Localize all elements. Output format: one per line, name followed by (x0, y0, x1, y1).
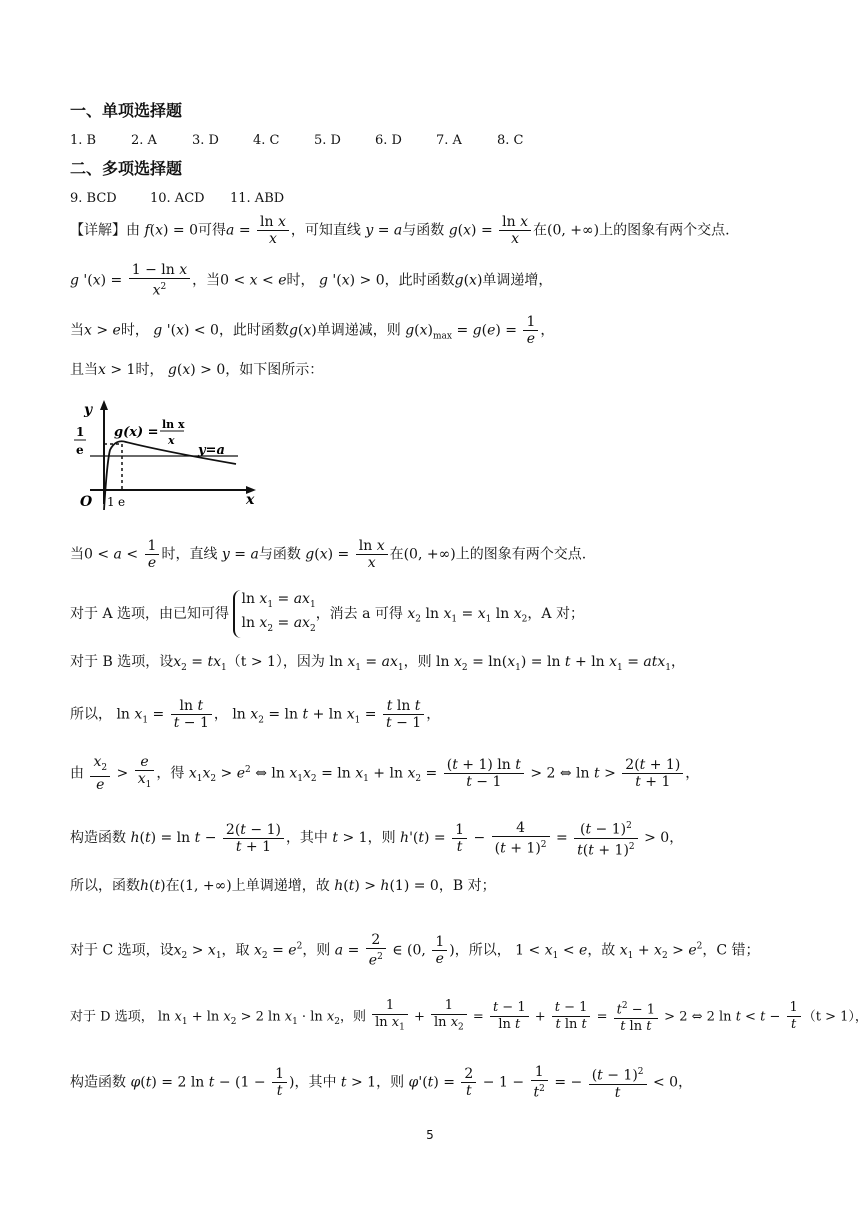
answer-11: 11. ABD (230, 191, 285, 206)
text: ，则 (376, 1074, 405, 1091)
section2-title: 二、多项选择题 (70, 159, 183, 178)
text: ， (678, 1074, 693, 1091)
graph-y-tick-den: e (76, 443, 84, 457)
text: ，所以， (454, 942, 511, 959)
text: ，其中 (285, 830, 328, 847)
graph-origin: O (80, 494, 93, 510)
text: ， (540, 322, 555, 339)
text: 上的图象有两个交点. (599, 222, 730, 239)
option-b-line-4: 构造函数 h(t) = ln t − $\frac{2(t - 1)}{t + 1}$ ，其中 t > 1，则 h'(t) = $\frac{1}{t}$ − $\frac{4}{(t + 1)^2}$ = $\frac{(t - 1)^2}{t(t + 1)^2}$ > 0， (70, 819, 684, 859)
text: 在 (165, 878, 180, 894)
svg-text:ln x: ln x (162, 418, 185, 431)
answer-10: 10. ACD (150, 191, 205, 206)
text: 时， (135, 362, 164, 378)
text: 可得 (198, 222, 227, 239)
text: 对于 C 选项，设 (70, 942, 174, 959)
answer-3: 3. D (192, 133, 219, 148)
text: ， (671, 654, 686, 670)
text: 且当 (70, 362, 98, 378)
text: 由 (126, 222, 140, 239)
text: 所以， (70, 706, 112, 723)
graph-y-tick-num: 1 (76, 425, 85, 439)
text: ， (685, 765, 700, 782)
text: （t > 1）， (802, 1009, 868, 1025)
text: 上单调递增，故 (231, 878, 330, 894)
text: ， (669, 830, 684, 847)
answer-9: 9. BCD (70, 191, 117, 206)
text: ，则 (367, 830, 396, 847)
section1-title: 一、单项选择题 (70, 101, 183, 120)
graph-curve-label: g(x) = (114, 425, 159, 440)
text: ，其中 (294, 1074, 337, 1091)
text: 与函数 (402, 222, 445, 239)
text: ，C 错； (702, 942, 760, 959)
page-number: 5 (426, 1128, 434, 1142)
option-b-line-3: 由 $\frac{x_2}{e}$ > $\frac{e}{x_1}$ ，得 $x_1x_2 > e^2$ ⇔ $\ln x_1x_2 = \ln x_1 + \ln x_2$ = $\frac{\text{(t + 1) ln t}}{t - 1}$ > 2 ⇔ ln t > $\frac{2(t + 1)}{t + 1}$ ， (70, 754, 700, 793)
text: ，得 (156, 765, 185, 782)
text: 单调递增， (482, 272, 553, 289)
text: ，B 对； (438, 878, 496, 894)
option-c-line: 对于 C 选项，设$x_2 > x_1$，取 $x_2 = e^2$，则 a = $\frac{2}{e^2}$ ∈ (0, $\frac{1}{e}$ )，所以， $1 < x_1 < e$，故 $x_1 + x_2 > e^2$，C 错； (70, 932, 760, 969)
text: 在 (389, 546, 404, 563)
detail-line-1: 【详解】由 f(x) = 0可得a = $\frac{\text{ln x}}{x}$ ，可知直线 y = a与函数 g(x) = $\frac{\text{ln x}}{x}$ 在(0, +∞)上的图象有两个交点. (70, 214, 730, 247)
answer-6: 6. D (375, 133, 402, 148)
text: 上的图象有两个交点. (455, 546, 587, 563)
graph-tick-e: e (118, 495, 126, 509)
option-b-line-2: 所以， $\ln x_1$ = $\frac{\text{ln t}}{t - 1}$ ， $\ln x_2 = \ln t + \ln x_1$ = $\frac{\text{t ln t}}{t - 1}$ ， (70, 698, 441, 731)
text: ，取 (221, 942, 250, 959)
text: 时， (120, 322, 149, 339)
text: 对于 D 选项， (70, 1009, 154, 1025)
option-b-line-5: 所以，函数h(t)在(1, +∞)上单调递增，故 h(t) > h(1) = 0，B 对； (70, 878, 496, 894)
graph-tick-1: 1 (107, 495, 115, 509)
graph-line-label: y=a (198, 443, 225, 458)
graph-x-label: x (246, 492, 255, 508)
answer-5: 5. D (314, 133, 341, 148)
text: ，故 (587, 942, 616, 959)
text: 构造函数 (70, 830, 126, 847)
text: ，当 (192, 272, 221, 289)
text: 构造函数 (70, 1074, 126, 1091)
text: ，此时函数 (384, 272, 455, 289)
answer-2: 2. A (131, 133, 157, 148)
text: 与函数 (258, 546, 301, 563)
text: 对于 A 选项，由已知可得 (70, 605, 230, 622)
detail-line-4: 且当x > 1时， g(x) > 0，如下图所示： (70, 362, 324, 378)
text: ，消去 a 可得 (315, 605, 403, 622)
text: 所以，函数 (70, 878, 140, 894)
detail-line-5: 当0 < a < $\frac{1}{e}$ 时，直线 y = a与函数 g(x) = $\frac{\text{ln x}}{x}$ 在(0, +∞)上的图象有两个交点. (70, 538, 587, 571)
text: ，A 对； (527, 605, 584, 622)
text: ，如下图所示： (225, 362, 324, 378)
detail-line-3: 当x > e时， g '(x) < 0，此时函数g(x)单调递减，则 $g(x)_{max} = g(e)$ = $\frac{1}{e}$ ， (70, 314, 555, 347)
text: ，则 (403, 654, 432, 670)
text: ，则 (339, 1009, 366, 1025)
text: ，可知直线 (290, 222, 361, 239)
text: 由 (70, 765, 84, 782)
text: 时， (286, 272, 315, 289)
text: 时，直线 (161, 546, 218, 563)
section2-answers (70, 188, 305, 209)
text: ， (213, 706, 228, 723)
text: ，则 (302, 942, 331, 959)
svg-text:x: x (168, 434, 175, 447)
option-d-line-2: 构造函数 φ(t) = 2 ln t − (1 − $\frac{1}{t}$ )，其中 t > 1，则 φ'(t) = $\frac{2}{t}$ − 1 − $\frac{1}{t^2}$ = − $\frac{(t - 1)^2}{t}$ < 0， (70, 1064, 693, 1101)
section1-answers (70, 130, 558, 151)
detail-line-2: g '(x) = $\frac{\text{1 − ln x}}{x^2}$ ，当0 < x < e时， g '(x) > 0，此时函数g(x)单调递增， (70, 262, 553, 299)
answer-4: 4. C (253, 133, 280, 148)
answer-1: 1. B (70, 133, 97, 148)
text: 当 (70, 322, 84, 339)
graph-y-label: y (84, 402, 93, 418)
option-a-line: 对于 A 选项，由已知可得 $\ln x_1 = ax_1$ $\ln x_2 = ax_2$，消去 a 可得 $x_2$ $\ln x_1 = x_1$ $\ln x_2$，A 对； (70, 590, 584, 638)
text: （t > 1），因为 (226, 654, 325, 670)
text: 对于 B 选项，设 (70, 654, 174, 670)
text: 在 (533, 222, 547, 239)
option-b-line-1: 对于 B 选项，设$x_2 = tx_1(t > 1)$，因为 $\ln x_1 = ax_1$，则 $\ln x_2 = \ln(x_1) = \ln t + \ln x_1 = atx_1$， (70, 654, 686, 673)
text: 单调递减，则 (316, 322, 401, 339)
text: ， (426, 706, 441, 723)
text: ，此时函数 (218, 322, 289, 339)
answer-8: 8. C (497, 133, 524, 148)
answer-7: 7. A (436, 133, 462, 148)
function-graph (70, 398, 260, 518)
option-d-line: 对于 D 选项， $\ln x_1 + \ln x_2 > 2$ $\ln x_1 \cdot \ln x_2$，则 $\frac{1}{\ln x_1}$ + $\frac{1}{\ln x_2}$ = $\frac{t - 1}{\text{ln t}}$ + $\frac{t - 1}{\text{t ln t}}$ = $\frac{t^2 - 1}{\text{t ln t}}$ > 2 ⇔ 2 ln t < t − $\frac{1}{t}$ （t > 1）， (70, 998, 868, 1035)
detail-tag: 【详解】 (70, 222, 126, 239)
text: 当 (70, 546, 84, 563)
